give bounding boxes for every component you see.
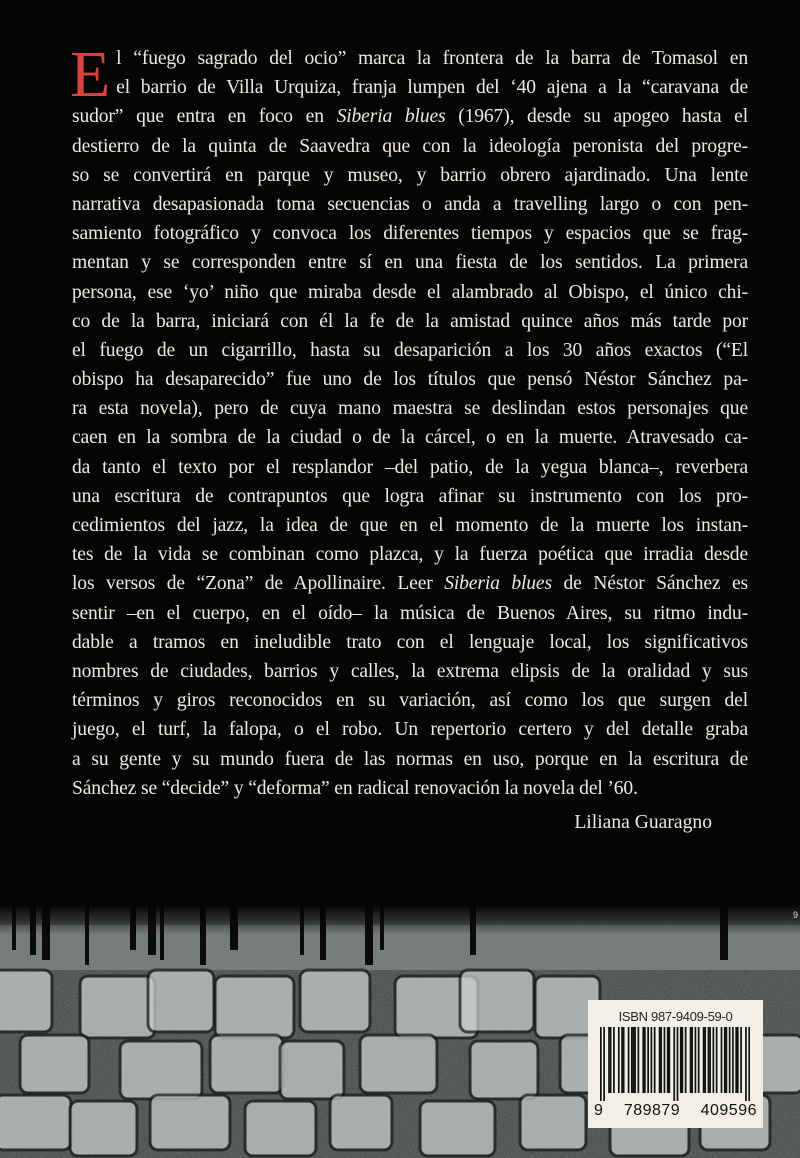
ean-group: 789879 bbox=[623, 1102, 681, 1119]
barcode-bar bbox=[654, 1027, 656, 1093]
text-line: dable a tramos en ineludible trato con el lenguaje local, los significativos bbox=[72, 631, 748, 653]
cobblestone bbox=[245, 1101, 316, 1156]
cobblestone bbox=[360, 1035, 437, 1093]
cobblestone bbox=[150, 1095, 230, 1150]
barcode-bar bbox=[703, 1027, 705, 1093]
text-line: una escritura de contrapuntos que logra afinar su instrumento con los pro- bbox=[72, 485, 748, 507]
barcode-bar bbox=[685, 1027, 687, 1093]
text-line: sudor” que entra en foco en Siberia blues (1967), desde su apogeo hasta el bbox=[72, 106, 748, 128]
barcode-bar bbox=[608, 1027, 610, 1093]
barcode-bar bbox=[638, 1027, 640, 1093]
barcode-bar bbox=[680, 1027, 682, 1093]
cobblestone bbox=[148, 970, 214, 1032]
isbn-number: ISBN 987-9409-59-0 bbox=[618, 1009, 733, 1024]
text-line: samiento fotográfico y convoca los diferentes tiempos y espacios que se frag- bbox=[72, 223, 748, 245]
barcode-bar bbox=[664, 1027, 666, 1093]
cobblestone bbox=[20, 1035, 89, 1093]
barcode-bar bbox=[716, 1027, 718, 1093]
cobblestone bbox=[215, 976, 294, 1038]
text-line: narrativa desapasionada toma secuencias o anda a travelling largo o con pen- bbox=[72, 193, 748, 215]
cobblestone bbox=[470, 1041, 538, 1099]
text-line: términos y giros reconocidos en su variación, así como los que surgen del bbox=[72, 690, 748, 712]
barcode-bar bbox=[621, 1027, 623, 1093]
cobblestone bbox=[460, 970, 534, 1032]
text-line: destierro de la quinta de Saavedra que con la ideología peronista del progre- bbox=[72, 135, 748, 157]
text-line: el barrio de Villa Urquiza, franja lumpen del ‘40 ajena a la “caravana de bbox=[116, 77, 748, 99]
text-line: los versos de “Zona” de Apollinaire. Leer Siberia blues de Néstor Sánchez es bbox=[72, 573, 748, 595]
barcode-bar bbox=[698, 1027, 700, 1093]
barcode-bar bbox=[745, 1027, 747, 1101]
barcode-bar bbox=[668, 1027, 670, 1093]
barcode-label bbox=[588, 1000, 763, 1128]
barcode-bar bbox=[729, 1027, 731, 1093]
text-line: nombres de ciudades, barrios y calles, la extrema elipsis de la oralidad y sus bbox=[72, 660, 748, 682]
cobblestone bbox=[210, 1035, 283, 1093]
barcode-bar bbox=[682, 1027, 684, 1093]
text-line: el fuego de un cigarrillo, hasta su desaparición a los 30 años exactos (“El bbox=[72, 339, 748, 361]
barcode-bar bbox=[634, 1027, 636, 1093]
cobblestone bbox=[120, 1041, 202, 1099]
barcode-bars bbox=[600, 1027, 750, 1101]
text-line: Sánchez se “decide” y “deforma” en radical renovación la novela del ’60. bbox=[72, 777, 638, 799]
blurb-text bbox=[70, 38, 748, 803]
text-line: tes de la vida se combinan como plazca, y la fuerza poética que irradia desde bbox=[72, 544, 748, 566]
author-signature: Liliana Guaragno bbox=[574, 812, 712, 833]
barcode-bar bbox=[673, 1027, 675, 1101]
text-line: da tanto el texto por el resplandor –del patio, de la yegua blanca–, reverbera bbox=[72, 456, 748, 478]
barcode-bar bbox=[735, 1027, 737, 1093]
barcode-bar bbox=[667, 1027, 669, 1093]
cobblestone bbox=[330, 1095, 392, 1150]
barcode-bar bbox=[709, 1027, 711, 1093]
barcode-bar bbox=[644, 1027, 646, 1093]
barcode-bar bbox=[724, 1027, 726, 1093]
barcode-bar bbox=[623, 1027, 625, 1093]
text-line: caen en la sombra de la ciudad o de la cárcel, o en la muerte. Atravesado ca- bbox=[72, 427, 748, 449]
text-line: mentan y se corresponden entre sí en una fiesta de los sentidos. La primera bbox=[72, 252, 748, 274]
barcode-bar bbox=[690, 1027, 692, 1093]
barcode-bar bbox=[691, 1027, 693, 1093]
cobblestone bbox=[420, 1101, 495, 1156]
text-line: l “fuego sagrado del ocio” marca la frontera de la barra de Tomasol en bbox=[116, 48, 748, 69]
barcode-bar bbox=[633, 1027, 635, 1093]
cobblestone bbox=[0, 970, 52, 1032]
barcode-bar bbox=[613, 1027, 615, 1093]
ean-group: 9 bbox=[594, 1102, 604, 1119]
barcode-bar bbox=[660, 1027, 662, 1093]
barcode-bar bbox=[603, 1027, 605, 1101]
cobblestone bbox=[300, 970, 370, 1032]
barcode-bar bbox=[600, 1027, 602, 1101]
barcode-bar bbox=[726, 1027, 728, 1093]
text-line: obispo ha desaparecido” fue uno de los títulos que pensó Néstor Sánchez pa- bbox=[72, 369, 748, 391]
ean-number bbox=[594, 1102, 757, 1120]
ean-group: 409596 bbox=[700, 1102, 757, 1119]
drop-cap: E bbox=[70, 38, 111, 111]
barcode-bar bbox=[618, 1027, 620, 1093]
barcode-bar bbox=[631, 1027, 633, 1093]
blurb-lines bbox=[70, 38, 748, 803]
text-line: ra esta novela), pero de cuya mano maestra se deslindan estos personajes que bbox=[72, 398, 748, 420]
barcode-bar bbox=[737, 1027, 739, 1093]
cobblestone bbox=[70, 1101, 137, 1156]
barcode-bar bbox=[628, 1027, 630, 1093]
barcode-bar bbox=[642, 1027, 644, 1093]
barcode-bar bbox=[704, 1027, 706, 1093]
barcode-bar bbox=[732, 1027, 734, 1093]
barcode-bar bbox=[721, 1027, 723, 1093]
barcode-bar bbox=[659, 1027, 661, 1093]
cobblestone bbox=[520, 1095, 586, 1150]
barcode-bar bbox=[708, 1027, 710, 1093]
text-line: sentir –en el cuerpo, en el oído– la música de Buenos Aires, su ritmo indu- bbox=[72, 602, 748, 624]
barcode-bar bbox=[651, 1027, 653, 1093]
text-line: co de la barra, iniciará con él la fe de la amistad quince años más tarde por bbox=[72, 310, 748, 332]
book-title: Siberia blues bbox=[444, 573, 552, 595]
text-line: a su gente y su mundo fuera de las normas en uso, porque en la escritura de bbox=[72, 748, 748, 770]
barcode-bar bbox=[677, 1027, 679, 1101]
barcode-bar bbox=[748, 1027, 750, 1101]
text-line: juego, el turf, la falopa, o el robo. Un repertorio certero y del detalle graba bbox=[72, 719, 748, 741]
cobblestone bbox=[280, 1041, 344, 1099]
barcode-bar bbox=[740, 1027, 742, 1093]
barcode-bar bbox=[695, 1027, 697, 1093]
text-line: so se convertirá en parque y museo, y barrio obrero ajardinado. Una lente bbox=[72, 164, 748, 186]
barcode-bar bbox=[647, 1027, 649, 1093]
cobblestone bbox=[80, 976, 155, 1038]
book-title: Siberia blues bbox=[336, 106, 446, 128]
edge-mark: 9 bbox=[792, 910, 798, 920]
barcode-bar bbox=[610, 1027, 612, 1093]
text-line: cedimientos del jazz, la idea de que en el momento de la muerte los instan- bbox=[72, 515, 748, 536]
barcode-bar bbox=[713, 1027, 715, 1093]
cobblestone bbox=[0, 1095, 71, 1150]
text-line: persona, ese ‘yo’ niño que miraba desde el alambrado al Obispo, el único chi- bbox=[72, 281, 748, 303]
